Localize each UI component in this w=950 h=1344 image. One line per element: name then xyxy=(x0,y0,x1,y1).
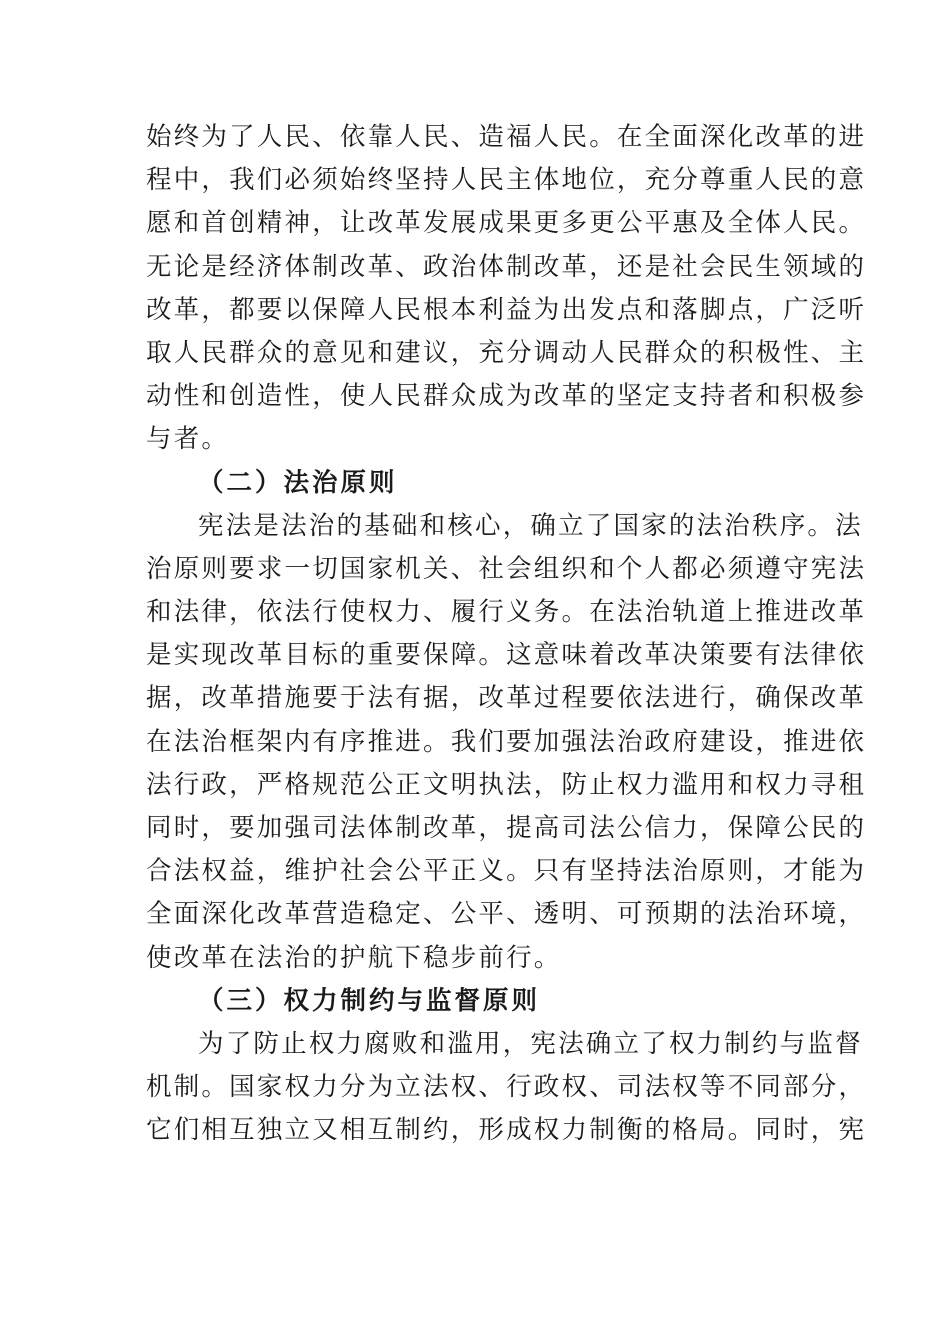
text-line: 为了防止权力腐败和滥用，宪法确立了权力制约与监督 xyxy=(198,1028,863,1059)
paragraph-power-restraint xyxy=(146,1023,867,1153)
text-line: 据，改革措施要于法有据，改革过程要依法进行，确保改革 xyxy=(146,683,867,714)
paragraph-rule-of-law xyxy=(146,505,867,980)
text-line: 是实现改革目标的重要保障。这意味着改革决策要有法律依 xyxy=(146,640,867,671)
text-line: 在法治框架内有序推进。我们要加强法治政府建设，推进依 xyxy=(146,726,867,757)
text-line: 取人民群众的意见和建议，充分调动人民群众的积极性、主 xyxy=(146,337,867,368)
section-heading-power-restraint: （三）权力制约与监督原则 xyxy=(198,985,541,1016)
text-line: 改革，都要以保障人民根本利益为出发点和落脚点，广泛听 xyxy=(146,294,867,325)
text-line: 使改革在法治的护航下稳步前行。 xyxy=(146,942,562,973)
text-line: 治原则要求一切国家机关、社会组织和个人都必须遵守宪法 xyxy=(146,553,867,584)
text-line: 它们相互独立又相互制约，形成权力制衡的格局。同时，宪 xyxy=(146,1115,867,1146)
text-line: 合法权益，维护社会公平正义。只有坚持法治原则，才能为 xyxy=(146,856,867,887)
text-line: 法行政，严格规范公正文明执法，防止权力滥用和权力寻租 xyxy=(146,769,867,800)
text-line: 同时，要加强司法体制改革，提高司法公信力，保障公民的 xyxy=(146,813,867,843)
text-line: 与者。 xyxy=(146,424,230,455)
text-line: 全面深化改革营造稳定、公平、透明、可预期的法治环境， xyxy=(146,899,867,930)
section-heading-rule-of-law: （二）法治原则 xyxy=(198,467,398,498)
text-line: 和法律，依法行使权力、履行义务。在法治轨道上推进改革 xyxy=(146,597,867,628)
text-line: 程中，我们必须始终坚持人民主体地位，充分尊重人民的意 xyxy=(146,165,867,196)
text-line: 动性和创造性，使人民群众成为改革的坚定支持者和积极参 xyxy=(146,381,867,412)
document-body xyxy=(146,116,867,1153)
text-line: 愿和首创精神，让改革发展成果更多更公平惠及全体人民。 xyxy=(146,208,867,239)
text-line: 始终为了人民、依靠人民、造福人民。在全面深化改革的进 xyxy=(146,122,867,152)
text-line: 宪法是法治的基础和核心，确立了国家的法治秩序。法 xyxy=(198,510,863,541)
paragraph-people-principle xyxy=(146,116,867,462)
text-line: 机制。国家权力分为立法权、行政权、司法权等不同部分， xyxy=(146,1072,867,1103)
text-line: 无论是经济体制改革、政治体制改革，还是社会民生领域的 xyxy=(146,251,867,282)
